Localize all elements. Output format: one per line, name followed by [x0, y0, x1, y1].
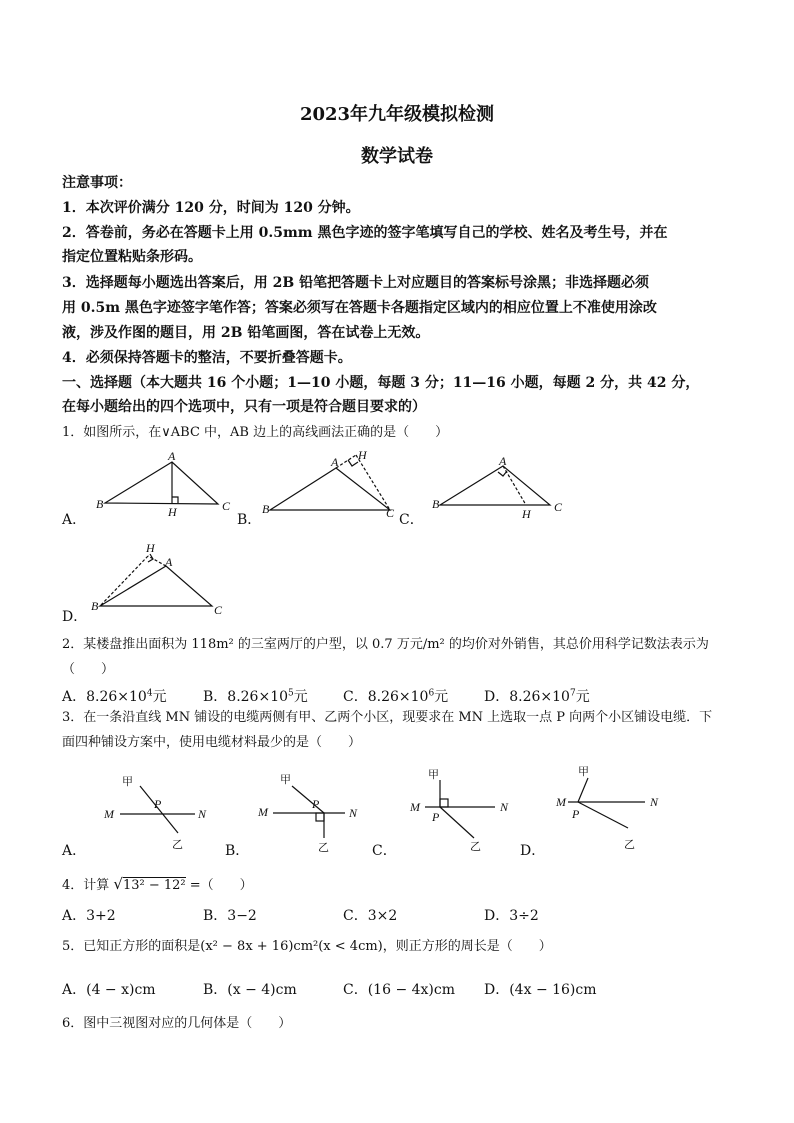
option-exponent: 6	[428, 688, 435, 699]
label-jia: 甲	[578, 765, 589, 778]
label-n: N	[349, 806, 358, 820]
q4-option-a[interactable]: A．3+2	[62, 908, 116, 924]
option-exponent: 5	[288, 688, 294, 699]
label-a: A	[165, 555, 173, 569]
label-h: H	[168, 505, 177, 519]
note-line: 2．答卷前，务必在答题卡上用 0.5mm 黑色字迹的签字笔填写自己的学校、姓名及考生号，并在	[62, 225, 668, 241]
option-base: 8.26×10	[86, 689, 147, 705]
option-exponent: 4	[146, 688, 153, 699]
q5-option-d[interactable]: D．(4x − 16)cm	[484, 982, 597, 998]
option-unit: 元	[293, 689, 308, 705]
option-unit: 元	[434, 689, 449, 705]
label-n: N	[650, 795, 659, 809]
q3-option-d[interactable]: D．	[520, 843, 546, 859]
q1-option-a[interactable]: A．	[62, 512, 87, 528]
label-m: M	[104, 807, 114, 821]
note-line: 用 0.5m 黑色字迹签字笔作答；答案必须写在答题卡各题指定区域内的相应位置上不准使用涂改	[62, 300, 657, 316]
q1-option-b[interactable]: B．	[237, 512, 262, 528]
label-b: B	[432, 497, 440, 511]
label-h: H	[522, 507, 531, 521]
q5-stem: 5．已知正方形的面积是(x² − 8x + 16)cm²(x < 4cm)，则正方形的周长是（ ）	[62, 939, 552, 954]
option-unit: 元	[575, 689, 590, 705]
note-line: 液，涉及作图的题目，用 2B 铅笔画图，答在试卷上无效。	[62, 325, 430, 341]
label-h: H	[358, 448, 367, 462]
note-line: 指定位置粘贴条形码。	[62, 249, 202, 265]
label-b: B	[262, 502, 270, 516]
q5-option-b[interactable]: B．(x − 4)cm	[203, 982, 297, 998]
section-heading: 在每小题给出的四个选项中，只有一项是符合题目要求的）	[62, 399, 426, 415]
label-a: A	[499, 454, 507, 468]
label-n: N	[198, 807, 207, 821]
label-c: C	[554, 500, 563, 514]
q4-option-c[interactable]: C．3×2	[343, 908, 398, 924]
label-p: P	[432, 810, 440, 824]
label-n: N	[500, 800, 509, 814]
option-base: 8.26×10	[367, 689, 429, 705]
q5-option-c[interactable]: C．(16 − 4x)cm	[343, 982, 455, 998]
option-base: 8.26×10	[509, 689, 570, 705]
label-c: C	[214, 603, 223, 617]
option-label: D．	[484, 689, 510, 705]
q2-paren: （ ）	[62, 662, 115, 677]
label-m: M	[258, 805, 268, 819]
q3-option-c[interactable]: C．	[372, 843, 397, 859]
q4-stem-pre: 4．计算	[62, 878, 114, 893]
q2-option-c[interactable]	[343, 686, 448, 706]
q4-option-d[interactable]: D．3÷2	[484, 908, 539, 924]
option-base: 8.26×10	[227, 689, 289, 705]
q5-option-a[interactable]: A．(4 − x)cm	[62, 982, 156, 998]
q2-stem: 2．某楼盘推出面积为 118m² 的三室两厅的户型，以 0.7 万元/m² 的均价对外销售，其总价用科学记数法表示为	[62, 637, 709, 652]
note-line: 4．必须保持答题卡的整洁，不要折叠答题卡。	[62, 350, 352, 366]
q1-option-c[interactable]: C．	[399, 512, 424, 528]
exam-title: 2023年九年级模拟检测	[299, 104, 495, 125]
label-p: P	[572, 807, 580, 821]
q1-option-d[interactable]: D．	[62, 609, 88, 625]
label-c: C	[222, 499, 231, 513]
label-yi: 乙	[470, 840, 481, 853]
q4-radicand: 13² − 12²	[122, 878, 186, 893]
label-jia: 甲	[122, 775, 133, 788]
label-b: B	[96, 497, 104, 511]
q4-stem	[62, 875, 253, 895]
label-a: A	[331, 455, 339, 469]
q4-option-b[interactable]: B．3−2	[203, 908, 257, 924]
label-jia: 甲	[280, 773, 291, 786]
q3-stem: 面四种铺设方案中，使用电缆材料最少的是（ ）	[62, 735, 362, 750]
note-line: 1．本次评价满分 120 分，时间为 120 分钟。	[62, 200, 360, 216]
option-unit: 元	[152, 689, 167, 705]
q3-option-b[interactable]: B．	[225, 843, 250, 859]
label-b: B	[91, 599, 99, 613]
option-exponent: 7	[569, 688, 576, 699]
q2-option-a[interactable]	[62, 686, 167, 706]
label-yi: 乙	[172, 838, 183, 851]
q6-stem: 6．图中三视图对应的几何体是（ ）	[62, 1016, 292, 1031]
label-m: M	[410, 800, 420, 814]
section-heading: 一、选择题（本大题共 16 个小题；1—10 小题，每题 3 分；11—16 小题，每题 2 分，共 42 分，	[62, 375, 700, 391]
q2-option-d[interactable]	[484, 686, 590, 706]
label-h: H	[146, 541, 155, 555]
option-label: A．	[62, 689, 87, 705]
q3-option-a[interactable]: A．	[62, 843, 87, 859]
label-jia: 甲	[428, 768, 439, 781]
label-m: M	[556, 795, 566, 809]
label-yi: 乙	[318, 841, 329, 854]
q3-stem: 3．在一条沿直线 MN 铺设的电缆两侧有甲、乙两个小区，现要求在 MN 上选取一点 P 向两个小区铺设电缆．下	[62, 710, 713, 725]
label-c: C	[386, 506, 395, 520]
q1-stem: 1．如图所示，在∨ABC 中，AB 边上的高线画法正确的是（ ）	[62, 425, 449, 440]
option-label: B．	[203, 689, 228, 705]
label-p: P	[154, 797, 162, 811]
notes-heading: 注意事项：	[62, 175, 132, 191]
note-line: 3．选择题每小题选出答案后，用 2B 铅笔把答题卡上对应题目的答案标号涂黑；非选择题必须	[62, 275, 650, 291]
q2-option-b[interactable]	[203, 686, 308, 706]
label-p: P	[312, 797, 320, 811]
q4-stem-post: =（ ）	[185, 878, 253, 893]
option-label: C．	[343, 689, 368, 705]
label-a: A	[168, 449, 176, 463]
exam-subtitle: 数学试卷	[361, 146, 433, 167]
label-yi: 乙	[624, 838, 635, 851]
sqrt-icon: √	[113, 875, 123, 893]
